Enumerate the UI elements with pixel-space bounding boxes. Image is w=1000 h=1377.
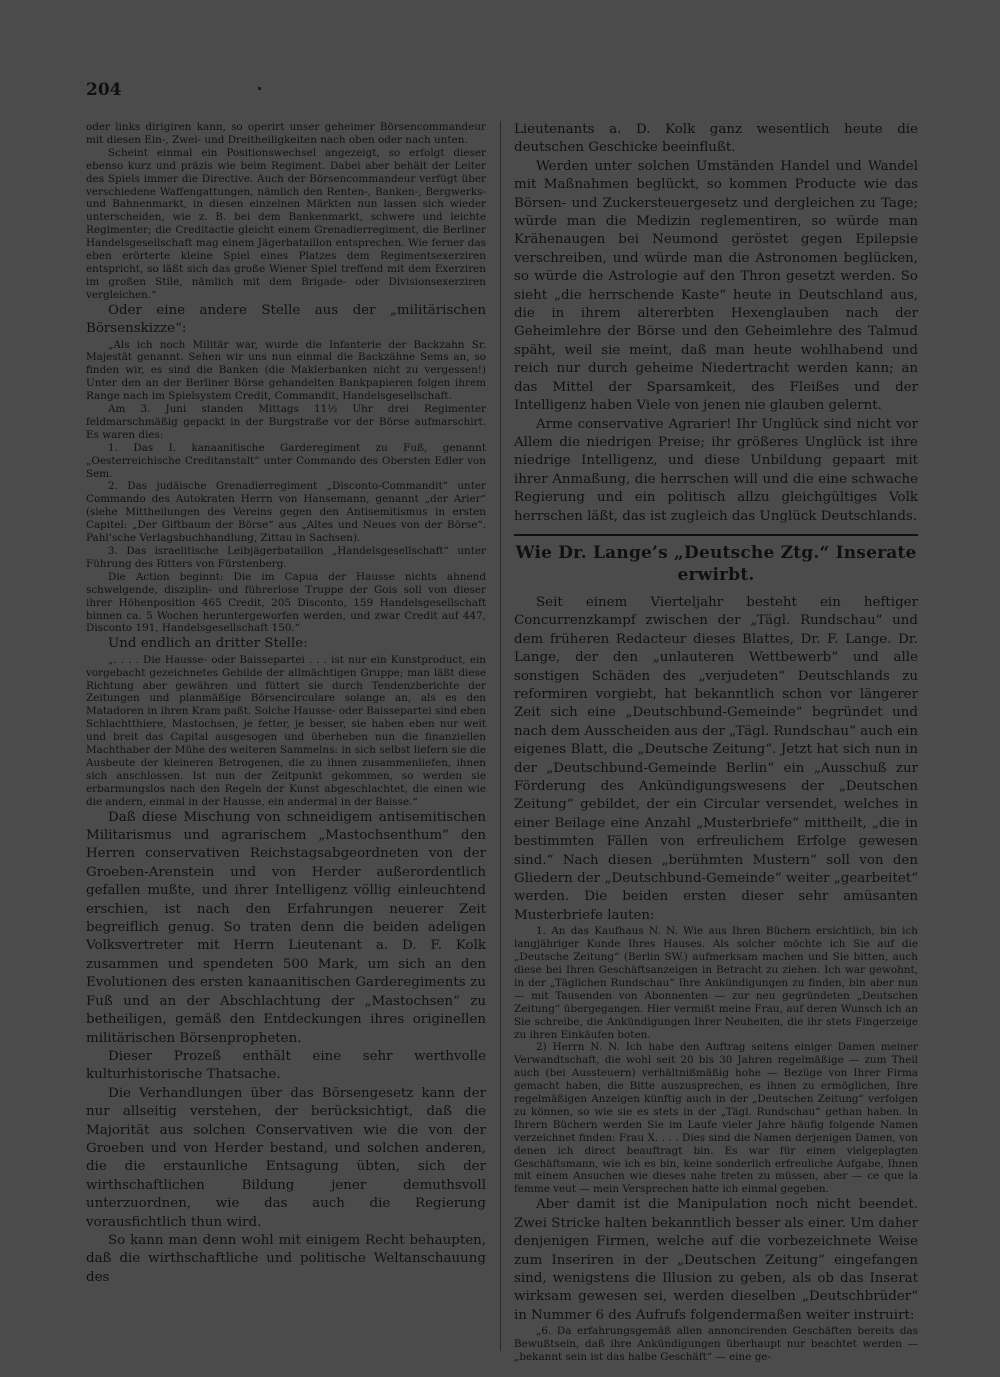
paragraph: Scheint einmal ein Positionswechsel angezeigt, so erfolgt dieser ebenso kurz und präzis wie beim Regiment. Dabei aber behält der Leiter des Spiels immer die Directive. Auch der Börsencommandeur verfügt über verschiedene Waffengattungen, nämlich den Renten-, Banken-, Bergwerks- und Bahnenmarkt, in diesen einzelnen Märkten nun lassen sich wieder unterscheiden, wie z. B. bei dem Bankenmarkt, schwere und leichte Regimenter; die Creditactie gleicht einem Grenadierregiment, die Berliner Handelsgesellschaft mag einem Jägerbataillon entsprechen. Wie ferner das eben erörterte kleine Spiel eines Platzes dem Regimentsexerziren entspricht, so läßt sich das große Wiener Spiel treffend mit dem Exerziren im großen Stile, nämlich mit dem Brigade- oder Divisionsexerziren vergleichen.“	[86, 146, 486, 301]
paragraph: oder links dirigiren kann, so operirt unser geheimer Börsencommandeur mit diesen Ein-, Zwei- und Dreitheiligkeiten nach oben oder nach unten.	[86, 121, 486, 146]
page-mark	[258, 87, 261, 90]
paragraph: 2. Das judäische Grenadierregiment „Disconto-Commandit“ unter Commando des Autokraten Herrn von Hansemann, genannt „der Arier“ (siehe Mittheilungen des Vereins gegen den Antisemitismus in ersten Capitel: „Der Giftbaum der Börse“ aus „Altes und Neues von der Börse“. Pahl’sche Verlagsbuchhandlung, Zittau in Sachsen).	[86, 480, 486, 545]
article-body	[514, 594, 918, 1364]
paragraph: „Als ich noch Militär war, wurde die Infanterie der Backzahn Sr. Majestät genannt. Sehen wir uns nun einmal die Backzähne Sems an, so finden wir, es sind die Banken (die Maklerbanken nicht zu vergessen!) Unter den an der Berliner Börse gehandelten Bankpapieren folgen ihrem Range nach im Spielsystem Credit, Commandit, Handelsgesellschaft.	[86, 338, 486, 403]
paragraph: 2) Herrn N. N. Ich habe den Auftrag seitens einiger Damen meiner Verwandtschaft, die wohl seit 20 bis 30 Jahren regelmäßige — zum Theil auch (bei Aussteuern) verhältnißmäßig hohe — Bezüge von Ihrer Firma gemacht haben, die Bitte auszusprechen, es ihnen zu ermöglichen, Ihre regelmäßigen Anzeigen künftig auch in der „Deutschen Zeitung“ verfolgen zu können, so wie sie es stets in der „Tägl. Rundschau“ gethan haben. In Ihrern Büchern werden Sie im Laufe vieler Jahre häufig folgende Namen verzeichnet finden: Frau X. . . . Dies sind die Namen derjenigen Damen, von denen ich direct beauftragt bin. Es war für einen vielgeplagten Geschäftsmann, wie ich es bin, keine sonderlich erfreuliche Aufgabe, Ihnen mit einem Ansuchen wie dieses nahe treten zu müssen, aber — ce que la femme veut — mein Versprechen hatte ich einmal gegeben.	[514, 1041, 918, 1196]
paragraph: 1. Das I. kanaanitische Garderegiment zu Fuß, genannt „Oesterreichische Creditanstalt“ unter Commando des Obersten Edler von Sem.	[86, 441, 486, 480]
paragraph: Lieutenants a. D. Kolk ganz wesentlich heute die deutschen Geschicke beeinflußt.	[514, 122, 918, 156]
article-headline: Wie Dr. Lange’s „Deutsche Ztg.“ Inserate erwirbt.	[515, 542, 917, 585]
column-divider	[500, 121, 501, 1351]
paragraph: Die Verhandlungen über das Börsengesetz kann der nur allseitig verstehen, der berücksichtigt, daß die Majorität aus solchen Conservativen wie die von der Groeben und von Herder bestand, und solchen anderen, die die erstaunliche Entsagung übten, sich der wirthschaftlichen Bildung jener demuthsvoll unterzuordnen, wie das auch die Regierung vorausfichtlich thun wird.	[86, 1085, 486, 1230]
paragraph: 3. Das israelitische Leibjägerbataillon „Handelsgesellschaft“ unter Führung des Ritters von Fürstenberg.	[86, 545, 486, 570]
paragraph: Aber damit ist die Manipulation noch nicht beendet. Zwei Stricke halten bekanntlich besser als einer. Um daher denjenigen Firmen, welche auf die vorbezeichnete Weise zum Inseriren in der „Deutschen Zeitung“ eingefangen sind, wenigstens die Illusion zu geben, als ob das Inserat wirksam gewesen sei, werden dieselben „Deutschbrüder“ in Nummer 6 des Aufrufs folgendermaßen weiter instruirt:	[514, 1197, 918, 1323]
left-column	[86, 121, 486, 1351]
paragraph: Daß diese Mischung von schneidigem antisemitischen Militarismus und agrarischem „Mastochsenthum“ den Herren conservativen Reichstagsabgeordneten von der Groeben-Arenstein und von Herder außerordentlich gefallen mußte, und ihrer Intelligenz völlig einleuchtend erschien, ist nach den Erfahrungen neuerer Zeit begreiflich genug. So traten denn die beiden adeligen Volksvertreter mit Herrn Lieutenant a. D. F. Kolk zusammen und spendeten 500 Mark, um sich an den Evolutionen des ersten kanaanitischen Garderegiments zu Fuß und an der Abschlachtung der „Mastochsen“ zu betheiligen, gemäß den Entdeckungen ihres originellen militärischen Börsenpropheten.	[86, 809, 486, 1046]
paragraph: Und endlich an dritter Stelle:	[108, 636, 308, 652]
paragraph: Am 3. Juni standen Mittags 11½ Uhr drei Regimenter feldmarschmäßig gepackt in der Burgstraße vor der Börse aufmarschirt. Es waren dies:	[86, 403, 486, 441]
article-continuation	[514, 121, 918, 526]
paragraph: Seit einem Vierteljahr besteht ein heftiger Concurrenzkampf zwischen der „Tägl. Rundschau“ und dem früheren Redacteur dieses Blattes, Dr. F. Lange. Dr. Lange, der den „unlauteren Wettbewerb“ und alle sonstigen Schäden des „verjudeten“ Deutschlands zu reformiren vorgiebt, hat bekanntlich schon vor längerer Zeit sich eine „Deutschbund-Gemeinde“ begründet und nach dem Ausscheiden aus der „Tägl. Rundschau“ auch ein eigenes Blatt, die „Deutsche Zeitung“. Jetzt hat sich nun in der „Deutschbund-Gemeinde Berlin“ ein „Ausschuß zur Förderung des Ankündigungswesens der „Deutschen Zeitung“ gebildet, der ein Circular versendet, welches in einer Beilage eine Anzahl „Musterbriefe“ mittheilt, „die in bestimmten Fällen von erfreulichem Erfolge gewesen sind.“ Nach diesen „berühmten Mustern“ soll von den Gliedern der „Deutschbund-Gemeinde“ weiter „gearbeitet“ werden. Die beiden ersten dieser sehr amüsanten Musterbriefe lauten:	[514, 594, 918, 923]
paragraph: Die Action beginnt: Die im Capua der Hausse nichts ahnend schwelgende, disziplin- und führerlose Truppe der Gois soll von dieser ihrer Höhenposition 465 Credit, 205 Disconto, 159 Handelsgesellschaft binnen ca. 5 Wochen heruntergeworfen werden, und zwar Credit auf 447, Disconto 191, Handelsgesellschaft 150.“	[86, 570, 486, 635]
paragraph: 1. An das Kaufhaus N. N. Wie aus Ihren Büchern ersichtlich, bin ich langjähriger Kunde Ihres Hauses. Als solcher möchte ich Sie auf die „Deutsche Zeitung“ (Berlin SW.) aufmerksam machen und Sie bitten, auch diese bei Ihren Geschäftsanzeigen in Betracht zu ziehen. Ich war gewohnt, in der „Täglichen Rundschau“ Ihre Ankündigungen zu finden, bin aber nun — mit Tausenden von Abonnenten — zur neu gegründeten „Deutschen Zeitung“ übergegangen. Hier vermißt meine Frau, auf deren Wunsch ich an Sie schreibe, die Ankündigungen Ihrer Neuheiten, die ihr stets Fingerzeige zu ihren Einkäufen boten.	[514, 925, 918, 1041]
paragraph: So kann man denn wohl mit einigem Recht behaupten, daß die wirthschaftliche und politische Weltanschauung des	[86, 1232, 486, 1285]
paragraph: Dieser Prozeß enthält eine sehr werthvolle kulturhistorische Thatsache.	[86, 1048, 486, 1083]
paragraph: Arme conservative Agrarier! Ihr Unglück sind nicht vor Allem die niedrigen Preise; ihr größeres Unglück ist ihre niedrige Intelligenz, und diese Unbildung gepaart mit ihrer Anmaßung, die herrschen will und die eine schwache Regierung und ein politisch allzu gleichgültiges Volk herrschen läßt, das ist zugleich das Unglück Deutschlands.	[514, 416, 918, 524]
paragraph: „6. Da erfahrungsgemäß allen annoncirenden Geschäften bereits das Bewußtsein, daß ihre Ankündigungen überhaupt nur beachtet werden — „bekannt sein ist das halbe Geschäft“ — eine ge-	[514, 1325, 918, 1363]
paragraph: „. . . . Die Hausse- oder Baissepartei . . . ist nur ein Kunstproduct, ein vorgebacht gezeichnetes Gebilde der allmächtigen Gruppe; man läßt diese Richtung aber gewähren und füttert sie durch Tendenzberichte der Zeitungen und planmäßige Börsencirculare solange an, als es den Matadoren in ihren Kram paßt. Solche Hausse- oder Baissepartei sind eben Schlachtthiere, Mastochsen, je fetter, je besser, sie haben eben nur weit und breit das Capital ausgesogen und überheben nun die finanziellen Machthaber der Mühe des weiteren Sammelns: in sich selbst liefern sie die Ausbeute der kleineren Betrogenen, die zu ihnen zusammenliefen, ihnen sich anschlossen. Ist nun der Zeitpunkt gekommen, so werden sie erbarmungslos nach den Regeln der Kunst abgeschlachtet, die einen wie die andern, einmal in der Hausse, ein andermal in der Baisse.“	[86, 653, 486, 808]
paragraph: Werden unter solchen Umständen Handel und Wandel mit Maßnahmen beglückt, so kommen Producte wie das Börsen- und Zuckersteuergesetz und dergleichen zu Tage; würde man die Medizin reglementiren, so würde man Krähenaugen bei Neumond geröstet gegen Epilepsie verschreiben, und würde man die Astronomen beglücken, so würde die Astrologie auf den Thron gesetzt werden. So sieht „die herrschende Kaste“ heute in Deutschland aus, die in ihrem altererbten Hexenglauben nach der Geheimlehre der Börse und den Geheimlehre des Talmud späht, weil sie meint, daß man heute wohlhabend und reich nur durch geheime Niedertracht werden kann; an das Mittel der Sparsamkeit, des Fleißes und der Intelligenz haben Viele von jenen nie glauben gelernt.	[514, 158, 918, 414]
page-number: 204	[86, 80, 122, 100]
article-separator	[514, 534, 918, 536]
right-column	[514, 121, 918, 1363]
paragraph: Oder eine andere Stelle aus der „militärischen Börsenskizze“:	[86, 302, 486, 337]
